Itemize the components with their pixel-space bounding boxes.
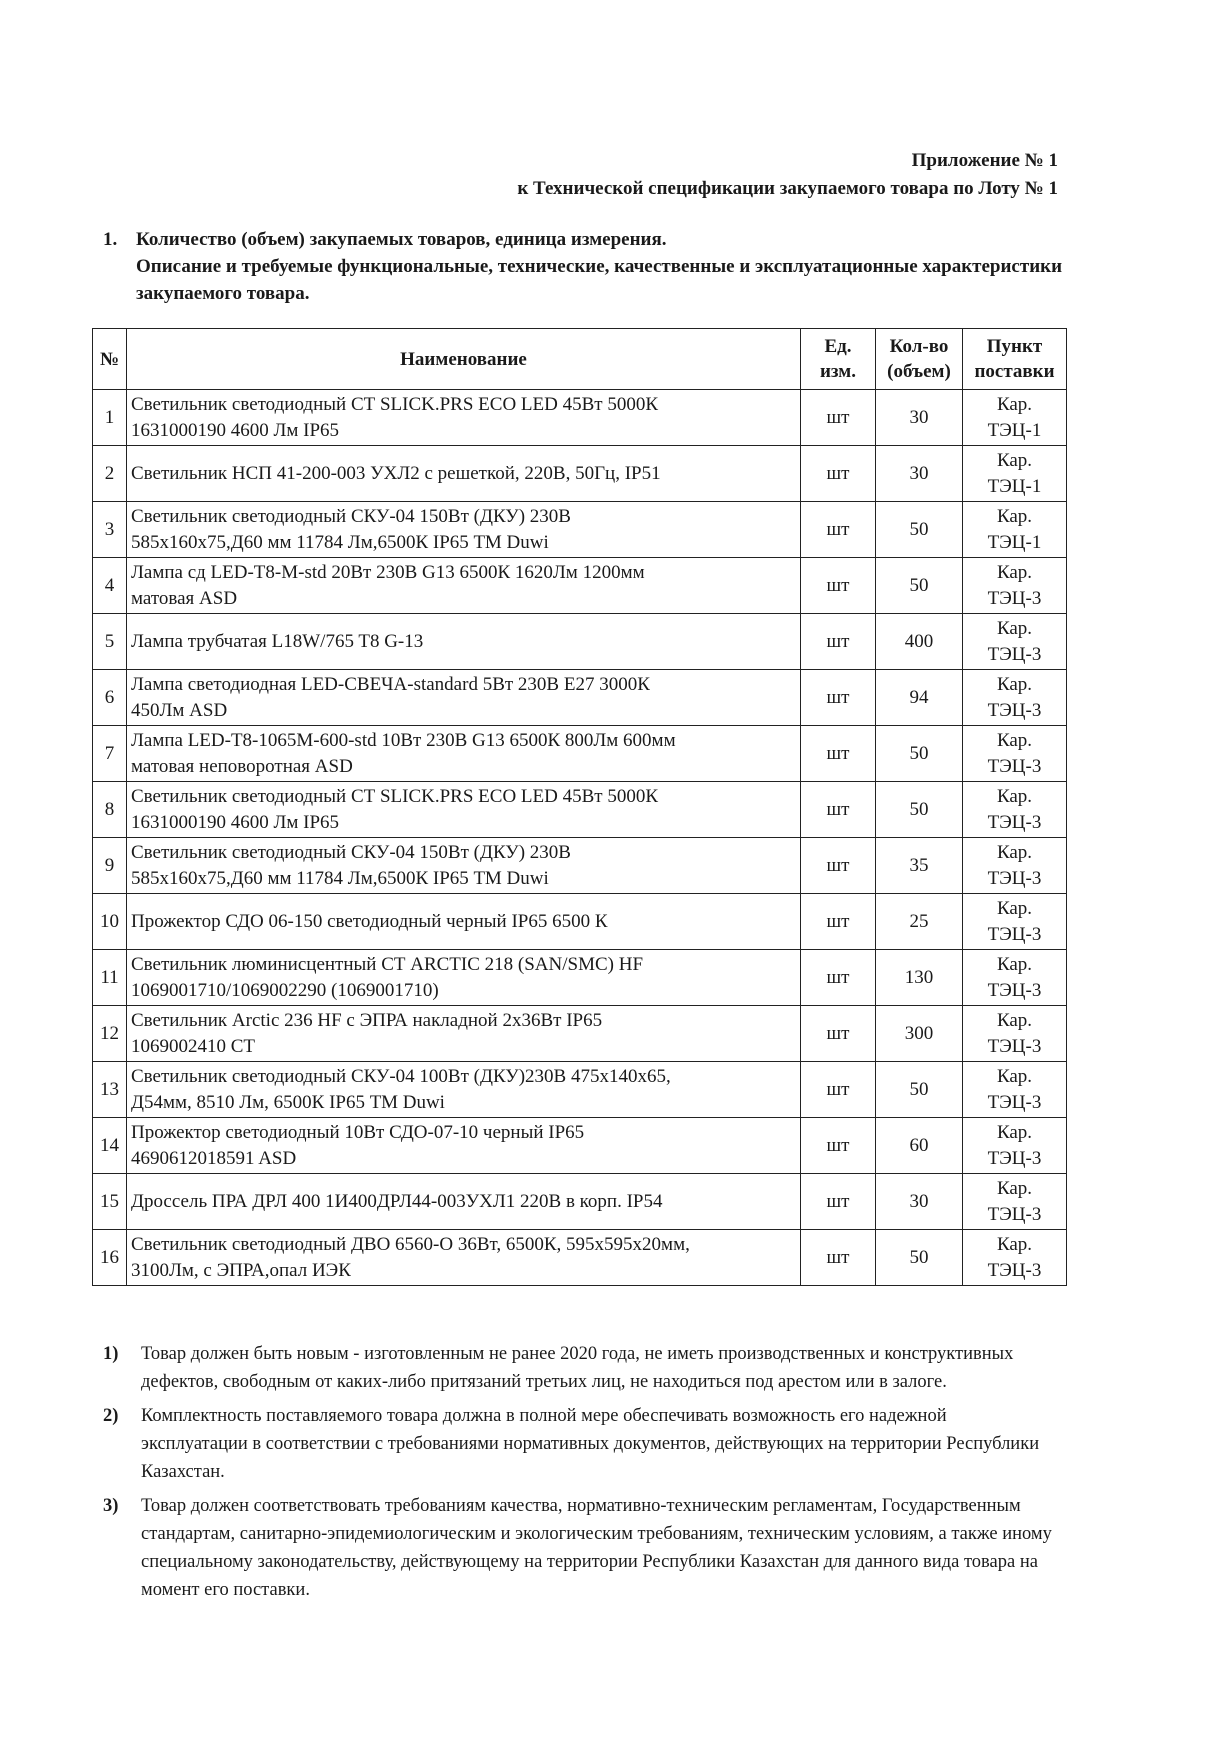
delivery-point-line-1: Кар. [996, 841, 1033, 863]
appendix-header [517, 147, 1058, 203]
item-unit: шт [801, 950, 876, 1006]
item-name-line-2: 1069001710/1069002290 (1069001710) [131, 979, 439, 1001]
item-name [127, 1006, 801, 1062]
delivery-point [963, 502, 1067, 558]
item-name-line-2: 1069002410 CT [131, 1035, 256, 1057]
item-unit: шт [801, 782, 876, 838]
delivery-point-line-2: ТЭЦ-3 [987, 587, 1042, 609]
item-name-line-1: Светильник светодиодный ДВО 6560-О 36Вт, 6500К, 595х595х20мм, [131, 1233, 690, 1255]
table-row [93, 1230, 1067, 1286]
item-name [127, 1174, 801, 1230]
item-quantity: 25 [876, 894, 963, 950]
row-number: 4 [93, 558, 127, 614]
item-name [127, 502, 801, 558]
delivery-point-line-2: ТЭЦ-3 [987, 1259, 1042, 1281]
delivery-point [963, 558, 1067, 614]
item-quantity: 35 [876, 838, 963, 894]
section-line-1: Количество (объем) закупаемых товаров, единица измерения. [136, 229, 667, 250]
table-row [93, 1174, 1067, 1230]
delivery-point [963, 390, 1067, 446]
item-quantity: 400 [876, 614, 963, 670]
item-name [127, 894, 801, 950]
delivery-point-line-2: ТЭЦ-3 [987, 923, 1042, 945]
item-name [127, 950, 801, 1006]
requirement-text: Товар должен соответствовать требованиям качества, нормативно-техническим регламентам, Государственным стандартам, санитарно-эпидемиологическим и экологическим требованиям, техническим условиям, а также иному специальному законодательству, действующему на территории Республики Казахстан для данного вида товара на момент его поставки. [141, 1496, 1052, 1600]
delivery-point-line-1: Кар. [996, 449, 1033, 471]
item-name-line-1: Лампа светодиодная LED-СВЕЧА-standard 5Вт 230В Е27 3000К [131, 673, 650, 695]
requirement-item [103, 1340, 1053, 1396]
item-unit: шт [801, 1006, 876, 1062]
item-name-line-2: 585х160х75,Д60 мм 11784 Лм,6500К IP65 ТМ Duwi [131, 531, 549, 553]
item-name [127, 446, 801, 502]
section-text [136, 226, 1063, 307]
specification-table [92, 328, 1067, 1286]
table-row [93, 838, 1067, 894]
item-name-line-2: 4690612018591 ASD [131, 1147, 297, 1169]
delivery-point-line-2: ТЭЦ-3 [987, 1147, 1042, 1169]
requirements-list [103, 1340, 1053, 1610]
item-name [127, 1062, 801, 1118]
item-name [127, 782, 801, 838]
item-unit: шт [801, 502, 876, 558]
requirement-label: 1) [103, 1344, 119, 1364]
table-row [93, 894, 1067, 950]
requirement-item [103, 1402, 1053, 1486]
item-quantity: 50 [876, 726, 963, 782]
item-name-line-2: 585х160х75,Д60 мм 11784 Лм,6500К IP65 ТМ Duwi [131, 867, 549, 889]
row-number: 9 [93, 838, 127, 894]
item-quantity: 50 [876, 1062, 963, 1118]
delivery-point-line-1: Кар. [996, 897, 1033, 919]
item-name-line-1: Светильник светодиодный СТ SLICK.PRS ECO LED 45Вт 5000К [131, 785, 658, 807]
delivery-point-line-1: Кар. [996, 561, 1033, 583]
delivery-point [963, 1118, 1067, 1174]
delivery-point [963, 1006, 1067, 1062]
row-number: 10 [93, 894, 127, 950]
row-number: 11 [93, 950, 127, 1006]
delivery-point [963, 670, 1067, 726]
delivery-point-line-2: ТЭЦ-3 [987, 1091, 1042, 1113]
item-unit: шт [801, 726, 876, 782]
appendix-subtitle: к Технической спецификации закупаемого товара по Лоту № 1 [517, 178, 1058, 199]
delivery-point [963, 726, 1067, 782]
table-row [93, 502, 1067, 558]
item-name-line-1: Лампа трубчатая L18W/765 T8 G-13 [131, 630, 424, 652]
delivery-point [963, 1174, 1067, 1230]
delivery-point-line-2: ТЭЦ-3 [987, 699, 1042, 721]
item-quantity: 94 [876, 670, 963, 726]
delivery-point-line-2: ТЭЦ-3 [987, 1035, 1042, 1057]
row-number: 14 [93, 1118, 127, 1174]
header-qty-line-2: (объем) [887, 361, 951, 382]
item-unit: шт [801, 446, 876, 502]
table-row [93, 670, 1067, 726]
item-name [127, 558, 801, 614]
delivery-point [963, 614, 1067, 670]
delivery-point-line-1: Кар. [996, 953, 1033, 975]
item-unit: шт [801, 1230, 876, 1286]
delivery-point-line-1: Кар. [996, 785, 1033, 807]
item-name-line-1: Дроссель ПРА ДРЛ 400 1И400ДРЛ44-003УХЛ1 220В в корп. IP54 [131, 1190, 663, 1212]
section-heading [103, 226, 1063, 307]
section-number: 1. [103, 229, 118, 250]
delivery-point-line-2: ТЭЦ-3 [987, 867, 1042, 889]
item-unit: шт [801, 558, 876, 614]
table-row [93, 950, 1067, 1006]
requirement-label: 3) [103, 1496, 119, 1516]
delivery-point [963, 446, 1067, 502]
item-name-line-1: Прожектор светодиодный 10Вт СДО-07-10 черный IP65 [131, 1121, 585, 1143]
delivery-point-line-2: ТЭЦ-3 [987, 1203, 1042, 1225]
delivery-point-line-1: Кар. [996, 1009, 1033, 1031]
row-number: 12 [93, 1006, 127, 1062]
delivery-point-line-2: ТЭЦ-3 [987, 755, 1042, 777]
item-name [127, 838, 801, 894]
item-name [127, 1230, 801, 1286]
row-number: 3 [93, 502, 127, 558]
table-row [93, 446, 1067, 502]
item-quantity: 50 [876, 1230, 963, 1286]
row-number: 7 [93, 726, 127, 782]
item-name [127, 670, 801, 726]
delivery-point-line-1: Кар. [996, 1121, 1033, 1143]
item-unit: шт [801, 838, 876, 894]
row-number: 8 [93, 782, 127, 838]
delivery-point-line-2: ТЭЦ-1 [987, 419, 1042, 441]
table-row [93, 782, 1067, 838]
delivery-point-line-1: Кар. [996, 673, 1033, 695]
item-name-line-1: Прожектор СДО 06-150 светодиодный черный IP65 6500 К [131, 910, 608, 932]
item-name-line-1: Светильник люминисцентный СТ ARCTIC 218 (SAN/SMC) HF [131, 953, 644, 975]
requirement-item [103, 1492, 1053, 1604]
item-name-line-2: матовая ASD [131, 587, 238, 609]
requirement-text: Товар должен быть новым - изготовленным не ранее 2020 года, не иметь производственных и конструктивных дефектов, свободным от каких-либо притязаний третьих лиц, не находиться под арестом или в залоге. [141, 1344, 1014, 1392]
delivery-point-line-1: Кар. [996, 1233, 1033, 1255]
delivery-point [963, 894, 1067, 950]
item-name-line-1: Светильник НСП 41-200-003 УХЛ2 с решеткой, 220В, 50Гц, IP51 [131, 462, 661, 484]
delivery-point [963, 1230, 1067, 1286]
table-row [93, 614, 1067, 670]
delivery-point-line-1: Кар. [996, 1065, 1033, 1087]
item-name-line-2: Д54мм, 8510 Лм, 6500К IP65 ТМ Duwi [131, 1091, 445, 1113]
item-quantity: 50 [876, 502, 963, 558]
table-row [93, 1006, 1067, 1062]
item-name [127, 390, 801, 446]
header-unit [801, 329, 876, 390]
delivery-point-line-1: Кар. [996, 505, 1033, 527]
item-unit: шт [801, 614, 876, 670]
item-quantity: 30 [876, 1174, 963, 1230]
header-unit-line-1: Ед. [824, 336, 852, 357]
requirement-text: Комплектность поставляемого товара должна в полной мере обеспечивать возможность его надежной эксплуатации в соответствии с требованиями нормативных документов, действующих на территории Республики Казахстан. [141, 1406, 1040, 1482]
appendix-title: Приложение № 1 [911, 150, 1058, 171]
item-unit: шт [801, 894, 876, 950]
item-quantity: 30 [876, 446, 963, 502]
row-number: 16 [93, 1230, 127, 1286]
item-quantity: 50 [876, 558, 963, 614]
item-quantity: 300 [876, 1006, 963, 1062]
item-name-line-1: Светильник светодиодный СТ SLICK.PRS ECO LED 45Вт 5000К [131, 393, 658, 415]
header-unit-line-2: изм. [819, 361, 856, 382]
item-quantity: 50 [876, 782, 963, 838]
row-number: 5 [93, 614, 127, 670]
delivery-point [963, 1062, 1067, 1118]
item-unit: шт [801, 390, 876, 446]
table-row [93, 1062, 1067, 1118]
item-name-line-1: Светильник светодиодный СКУ-04 150Вт (ДКУ) 230В [131, 841, 571, 863]
row-number: 15 [93, 1174, 127, 1230]
table-row [93, 558, 1067, 614]
item-name-line-2: 3100Лм, с ЭПРА,опал ИЭК [131, 1259, 351, 1281]
delivery-point-line-2: ТЭЦ-1 [987, 475, 1042, 497]
item-name-line-1: Лампа LED-T8-1065М-600-std 10Вт 230В G13 6500К 800Лм 600мм [131, 729, 676, 751]
header-point-line-2: поставки [974, 361, 1055, 382]
item-name-line-2: матовая неповоротная ASD [131, 755, 353, 777]
item-name-line-1: Светильник светодиодный СКУ-04 150Вт (ДКУ) 230В [131, 505, 571, 527]
item-name-line-1: Лампа сд LED-T8-M-std 20Вт 230В G13 6500К 1620Лм 1200мм [131, 561, 645, 583]
delivery-point [963, 950, 1067, 1006]
item-name-line-2: 450Лм ASD [131, 699, 228, 721]
item-quantity: 60 [876, 1118, 963, 1174]
table-row [93, 390, 1067, 446]
header-point [963, 329, 1067, 390]
header-num: № [93, 329, 127, 390]
item-name [127, 726, 801, 782]
header-name: Наименование [127, 329, 801, 390]
item-name-line-1: Светильник светодиодный СКУ-04 100Вт (ДКУ)230В 475х140х65, [131, 1065, 671, 1087]
header-qty [876, 329, 963, 390]
item-unit: шт [801, 670, 876, 726]
item-quantity: 130 [876, 950, 963, 1006]
row-number: 13 [93, 1062, 127, 1118]
delivery-point-line-2: ТЭЦ-3 [987, 643, 1042, 665]
item-name-line-1: Светильник Arctic 236 HF с ЭПРА накладной 2х36Вт IP65 [131, 1009, 603, 1031]
delivery-point-line-1: Кар. [996, 1177, 1033, 1199]
item-unit: шт [801, 1062, 876, 1118]
table-header-row [93, 329, 1067, 390]
section-line-2: Описание и требуемые функциональные, технические, качественные и эксплуатационные характеристики закупаемого товара. [136, 256, 1063, 304]
item-quantity: 30 [876, 390, 963, 446]
delivery-point-line-2: ТЭЦ-1 [987, 531, 1042, 553]
delivery-point-line-1: Кар. [996, 393, 1033, 415]
row-number: 6 [93, 670, 127, 726]
row-number: 2 [93, 446, 127, 502]
delivery-point-line-1: Кар. [996, 729, 1033, 751]
table-row [93, 726, 1067, 782]
header-point-line-1: Пункт [986, 336, 1043, 357]
item-name [127, 614, 801, 670]
table-row [93, 1118, 1067, 1174]
item-name-line-2: 1631000190 4600 Лм IP65 [131, 811, 340, 833]
item-name [127, 1118, 801, 1174]
item-unit: шт [801, 1118, 876, 1174]
delivery-point-line-1: Кар. [996, 617, 1033, 639]
delivery-point [963, 838, 1067, 894]
delivery-point [963, 782, 1067, 838]
requirement-label: 2) [103, 1406, 119, 1426]
table-body [93, 390, 1067, 1286]
header-qty-line-1: Кол-во [889, 336, 949, 357]
item-unit: шт [801, 1174, 876, 1230]
delivery-point-line-2: ТЭЦ-3 [987, 979, 1042, 1001]
delivery-point-line-2: ТЭЦ-3 [987, 811, 1042, 833]
row-number: 1 [93, 390, 127, 446]
item-name-line-2: 1631000190 4600 Лм IP65 [131, 419, 340, 441]
